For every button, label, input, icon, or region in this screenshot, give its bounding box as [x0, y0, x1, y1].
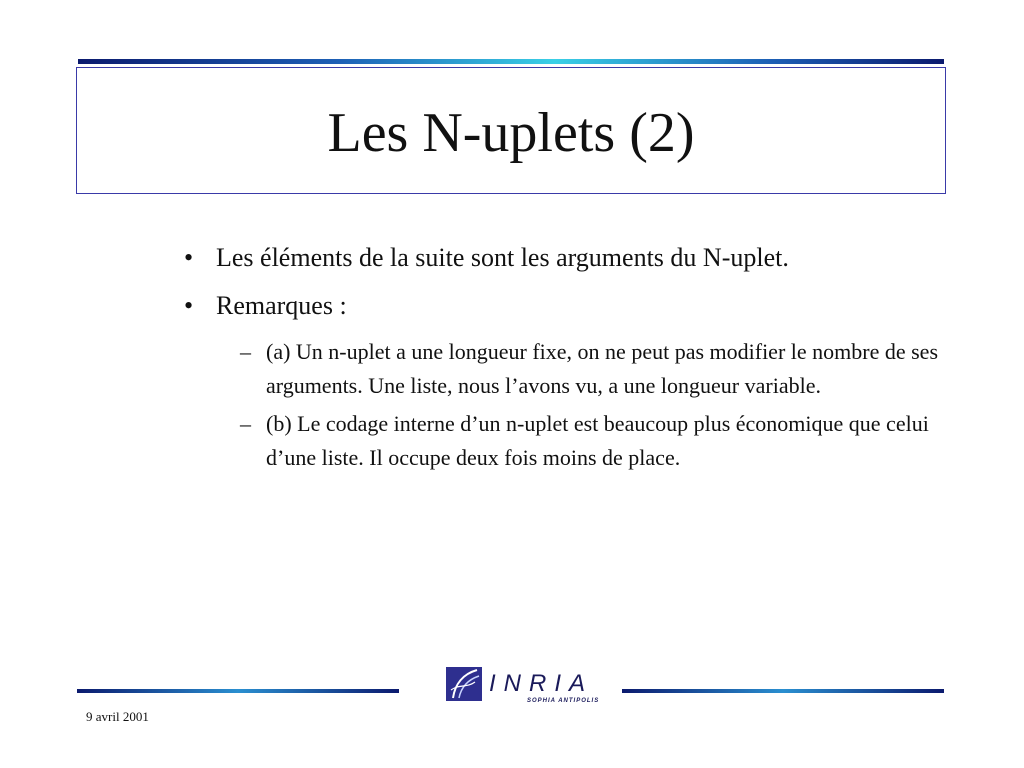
logo-wordmark: INRIA — [489, 670, 594, 697]
bullet-text: Les éléments de la suite sont les arguments du N-uplet. — [216, 243, 789, 272]
footer-date: 9 avril 2001 — [86, 709, 149, 724]
sub-bullet-text: (b) Le codage interne d’un n-uplet est beaucoup plus économique que celui d’une liste. Il occupe deux fois moins de place. — [266, 411, 929, 470]
logo-subtitle: SOPHIA ANTIPOLIS — [527, 698, 600, 704]
inria-logo — [445, 664, 605, 712]
title-box — [76, 67, 946, 194]
sub-bullet-marker: – — [240, 339, 251, 364]
slide-title: Les N-uplets (2) — [327, 101, 695, 164]
footer-divider-right — [622, 689, 944, 693]
bullet-text: Remarques : — [216, 291, 347, 320]
bullet-item — [184, 239, 916, 277]
bullet-item — [184, 287, 916, 325]
sub-bullet-item — [184, 407, 946, 475]
sub-bullet-item — [184, 335, 946, 403]
sub-bullet-text: (a) Un n-uplet a une longueur fixe, on ne peut pas modifier le nombre de ses arguments. Une liste, nous l’avons vu, a une longueur variable. — [266, 339, 939, 398]
bullet-marker: • — [184, 291, 194, 320]
footer-divider-left — [77, 689, 399, 693]
bullet-marker: • — [184, 243, 194, 272]
slide-content — [184, 239, 944, 479]
sub-bullet-marker: – — [240, 411, 251, 436]
inria-logo-icon — [445, 664, 485, 704]
top-divider — [78, 59, 944, 64]
